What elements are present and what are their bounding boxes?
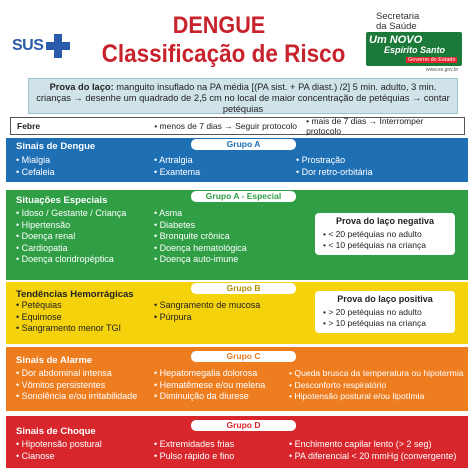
grupo-badge: Grupo A - Especial	[191, 191, 296, 202]
list-item: • Queda brusca da temperatura ou hipotermia	[289, 368, 464, 380]
list-item: • Diabetes	[154, 220, 247, 232]
gov-logo-mid: Espírito Santo	[384, 45, 446, 55]
gov-logo-bottom: Governo do Estado	[408, 57, 456, 63]
symptom-column	[289, 439, 456, 462]
grupo-badge: Grupo B	[191, 283, 296, 294]
list-item: • Pulso rápido e fino	[154, 451, 234, 463]
list-item: • Doença hematológica	[154, 243, 247, 255]
symptom-column	[16, 208, 126, 266]
list-item: • > 20 petéquias no adulto	[323, 307, 447, 319]
list-item: • Hepatomegalia dolorosa	[154, 368, 265, 380]
symptom-column	[154, 439, 234, 462]
list-item: • PA diferencial < 20 mmHg (convergente)	[289, 451, 456, 463]
febre-row	[10, 117, 465, 135]
list-item: • Diminuição da diurese	[154, 391, 265, 403]
list-item: • Dor abdominal intensa	[16, 368, 137, 380]
list-item: • Asma	[154, 208, 247, 220]
list-item: • Bronquite crônica	[154, 231, 247, 243]
band-title: Tendências Hemorrágicas	[16, 289, 134, 300]
list-item: • Hipotensão postural e/ou lipotímia	[289, 391, 464, 403]
grupo-a-band	[6, 138, 468, 182]
grupo-b-band	[6, 282, 468, 344]
symptom-column	[16, 439, 102, 462]
gov-logo	[366, 32, 462, 66]
febre-option: • menos de 7 dias → Seguir protocolo	[154, 121, 298, 131]
prova-title: Prova do laço negativa	[335, 216, 435, 226]
list-item: • Cardiopatia	[16, 243, 126, 255]
list-item: • Hematêmese e/ou melena	[154, 380, 265, 392]
secretaria-line: da Saúde	[376, 21, 417, 32]
grupo-badge: Grupo D	[191, 420, 296, 431]
list-item: • Sangramento de mucosa	[154, 300, 260, 312]
febre-label: Febre	[17, 121, 41, 131]
list-item: • > 10 petéquias na criança	[323, 318, 447, 330]
symptom-column	[154, 208, 247, 266]
symptom-column	[154, 368, 265, 403]
grupo-d-band	[6, 416, 468, 468]
secretaria-label	[376, 12, 419, 32]
list-item: • Cefaleia	[16, 167, 55, 179]
symptom-column	[16, 300, 121, 335]
symptom-column	[16, 155, 55, 178]
list-item: • Equimose	[16, 312, 121, 324]
list-item: • Púrpura	[154, 312, 260, 324]
list-item: • Dor retro-orbitária	[296, 167, 373, 179]
list-item: • Cianose	[16, 451, 102, 463]
band-title: Sinais de Choque	[16, 426, 96, 437]
list-item: • Enchimento capilar lento (> 2 seg)	[289, 439, 456, 451]
list-item: • Idoso / Gestante / Criança	[16, 208, 126, 220]
list-item: • Hipotensão postural	[16, 439, 102, 451]
prova-laco-text: manguito insuflado na PA média [(PA sist. + PA diast.) /2] 5 min. adulto, 3 min. crianças → desenhe um quadrado de 2,5 cm no local de maior concentração de petéquias → contar petéquias	[36, 82, 450, 114]
prova-laco-label: Prova do laço:	[49, 82, 114, 92]
gov-url: www.es.gov.br	[426, 67, 459, 73]
band-title: Sinais de Alarme	[16, 355, 93, 366]
gov-logo-top: Um NOVO	[369, 34, 423, 46]
febre-option: • mais de 7 dias → Interromper protocolo	[306, 116, 424, 136]
symptom-column	[154, 155, 200, 178]
list-item: • < 20 petéquias no adulto	[323, 229, 447, 241]
symptom-column	[296, 155, 373, 178]
prova-laco-positiva-box	[315, 291, 455, 333]
page-title: DENGUE	[172, 12, 266, 39]
symptom-column	[289, 368, 464, 403]
sus-text: SUS	[12, 37, 44, 54]
prova-title: Prova do laço positiva	[337, 294, 433, 304]
grupo-badge: Grupo C	[191, 351, 296, 362]
prova-laco-box	[28, 78, 458, 114]
list-item: • Exantema	[154, 167, 200, 179]
list-item: • Sonolência e/ou irritabilidade	[16, 391, 137, 403]
list-item: • Mialgia	[16, 155, 55, 167]
prova-laco-negativa-box	[315, 213, 455, 255]
grupo-badge: Grupo A	[191, 139, 296, 150]
list-item: • Sangramento menor TGI	[16, 323, 121, 335]
list-item: • Doença cloridropéptica	[16, 254, 126, 266]
secretaria-line: Secretaria	[376, 11, 420, 22]
band-title: Situações Especiais	[16, 195, 108, 206]
list-item: • < 10 petéquias na criança	[323, 240, 447, 252]
grupo-a-especial-band	[6, 190, 468, 280]
band-title: Sinais de Dengue	[16, 141, 96, 152]
list-item: • Vômitos persistentes	[16, 380, 137, 392]
page-subtitle: Classificação de Risco	[101, 40, 346, 68]
list-item: • Doença renal	[16, 231, 126, 243]
symptom-column	[154, 300, 260, 323]
list-item: • Doença auto-imune	[154, 254, 247, 266]
list-item: • Desconforto respiratório	[289, 380, 464, 392]
list-item: • Extremidades frias	[154, 439, 234, 451]
grupo-c-band	[6, 347, 468, 411]
list-item: • Prostração	[296, 155, 373, 167]
symptom-column	[16, 368, 137, 403]
list-item: • Artralgia	[154, 155, 200, 167]
list-item: • Petéquias	[16, 300, 121, 312]
list-item: • Hipertensão	[16, 220, 126, 232]
